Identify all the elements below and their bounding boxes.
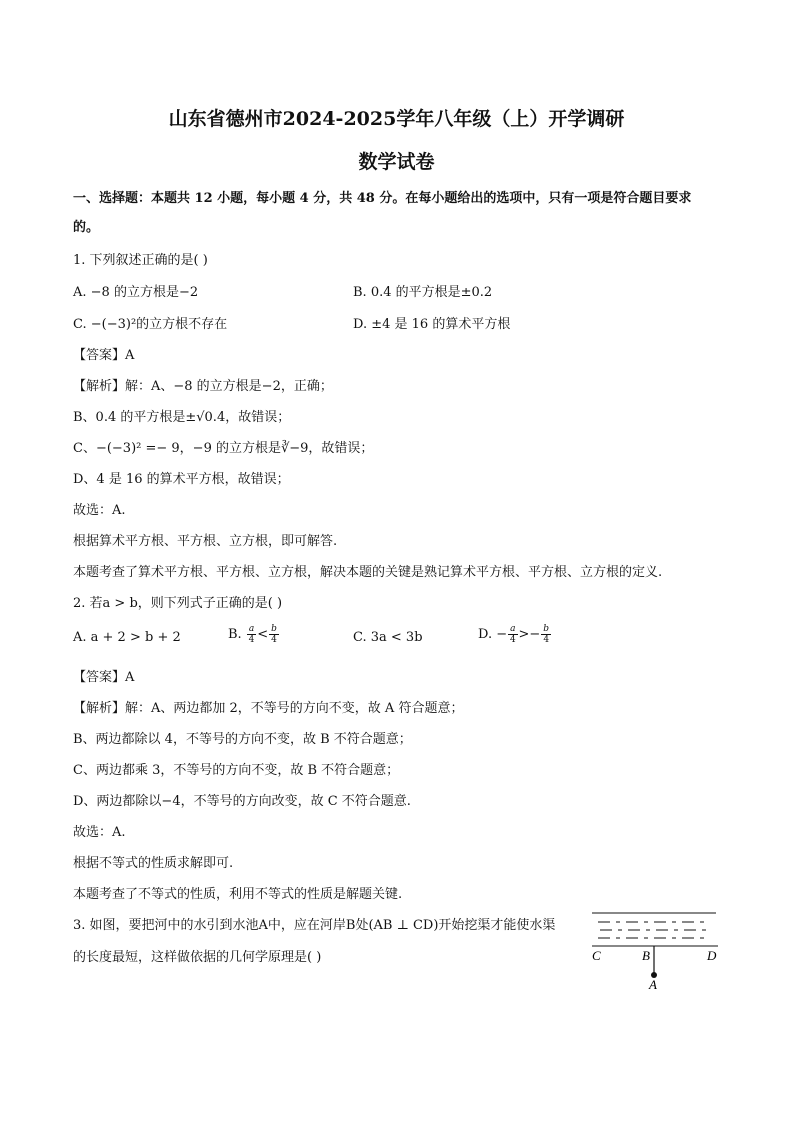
- fraction-denominator: 4: [509, 635, 516, 645]
- q1-option-b: B. 0.4 的平方根是±0.2: [353, 285, 493, 300]
- section-heading-line2: 的。: [73, 220, 100, 235]
- page-title: 山东省德州市2024-2025学年八年级（上）开学调研: [168, 108, 625, 130]
- q2-option-b: [228, 624, 280, 645]
- fraction-denominator: 4: [248, 635, 255, 645]
- q3-stem-line1: 3. 如图，要把河中的水引到水池A中，应在河岸B处(AB ⊥ CD)开始挖渠才能使水渠: [73, 918, 556, 933]
- q1-explain-line: 【解析】解：A、−8 的立方根是−2，正确；: [73, 379, 333, 394]
- fraction-denominator: 4: [271, 635, 277, 645]
- q1-explain-line: 根据算术平方根、平方根、立方根，即可解答.: [73, 534, 338, 549]
- fraction: [541, 624, 551, 645]
- q1-option-c: C. −(−3)²的立方根不存在: [73, 317, 228, 332]
- q1-explain-line: C、−(−3)² =− 9，−9 的立方根是∛−9，故错误；: [73, 441, 374, 456]
- relation-symbol: <: [257, 627, 269, 642]
- q3-stem-line2: 的长度最短，这样做依据的几何学原理是( ): [73, 950, 322, 965]
- q2-explain-line: D、两边都除以−4，不等号的方向改变，故 C 不符合题意.: [73, 794, 411, 809]
- fraction-numerator: b: [543, 624, 550, 634]
- fraction-denominator: 4: [543, 635, 550, 645]
- fraction: [508, 624, 517, 645]
- water-dashes: [598, 922, 706, 938]
- label-b: B: [642, 948, 650, 963]
- q2-stem: 2. 若a > b，则下列式子正确的是( ): [73, 596, 283, 611]
- fraction: [269, 624, 279, 645]
- q1-explain-line: 本题考查了算术平方根、平方根、立方根，解决本题的关键是熟记算术平方根、平方根、立方根的定义.: [73, 565, 663, 580]
- q2-option-d-prefix: D. −: [478, 627, 508, 642]
- q2-explain-line: C、两边都乘 3，不等号的方向不变，故 B 不符合题意；: [73, 763, 400, 778]
- q2-option-a: A. a + 2 > b + 2: [73, 630, 181, 645]
- q2-option-d: [478, 624, 552, 645]
- relation-symbol: >−: [518, 627, 541, 642]
- page-subtitle: 数学试卷: [358, 151, 435, 173]
- river-figure: [588, 908, 728, 993]
- q1-answer: 【答案】A: [73, 348, 135, 363]
- q2-explain-line: 本题考查了不等式的性质，利用不等式的性质是解题关键.: [73, 887, 403, 902]
- q2-explain-line: 【解析】解：A、两边都加 2，不等号的方向不变，故 A 符合题意；: [73, 701, 464, 716]
- label-a: A: [649, 977, 657, 992]
- fraction-numerator: b: [271, 624, 277, 634]
- q2-answer: 【答案】A: [73, 670, 135, 685]
- fraction-numerator: a: [510, 624, 516, 634]
- q1-stem: 1. 下列叙述正确的是( ): [73, 253, 208, 268]
- q2-explain-line: 根据不等式的性质求解即可.: [73, 856, 234, 871]
- q1-option-d: D. ±4 是 16 的算术平方根: [353, 317, 511, 332]
- q2-option-c: C. 3a < 3b: [353, 630, 423, 645]
- q2-option-b-prefix: B.: [228, 627, 242, 642]
- q2-explain-line: 故选：A.: [73, 825, 126, 840]
- q1-option-a: A. −8 的立方根是−2: [73, 285, 199, 300]
- q1-explain-line: B、0.4 的平方根是±√0.4，故错误；: [73, 410, 291, 425]
- fraction: [247, 624, 256, 645]
- label-c: C: [592, 948, 601, 963]
- fraction-numerator: a: [248, 624, 255, 634]
- q2-explain-line: B、两边都除以 4，不等号的方向不变，故 B 不符合题意；: [73, 732, 412, 747]
- section-heading-line1: 一、选择题：本题共 12 小题，每小题 4 分，共 48 分。在每小题给出的选项中，只有一项是符合题目要求: [73, 191, 692, 206]
- label-d: D: [707, 948, 717, 963]
- q1-explain-line: D、4 是 16 的算术平方根，故错误；: [73, 472, 290, 487]
- q1-explain-line: 故选：A.: [73, 503, 126, 518]
